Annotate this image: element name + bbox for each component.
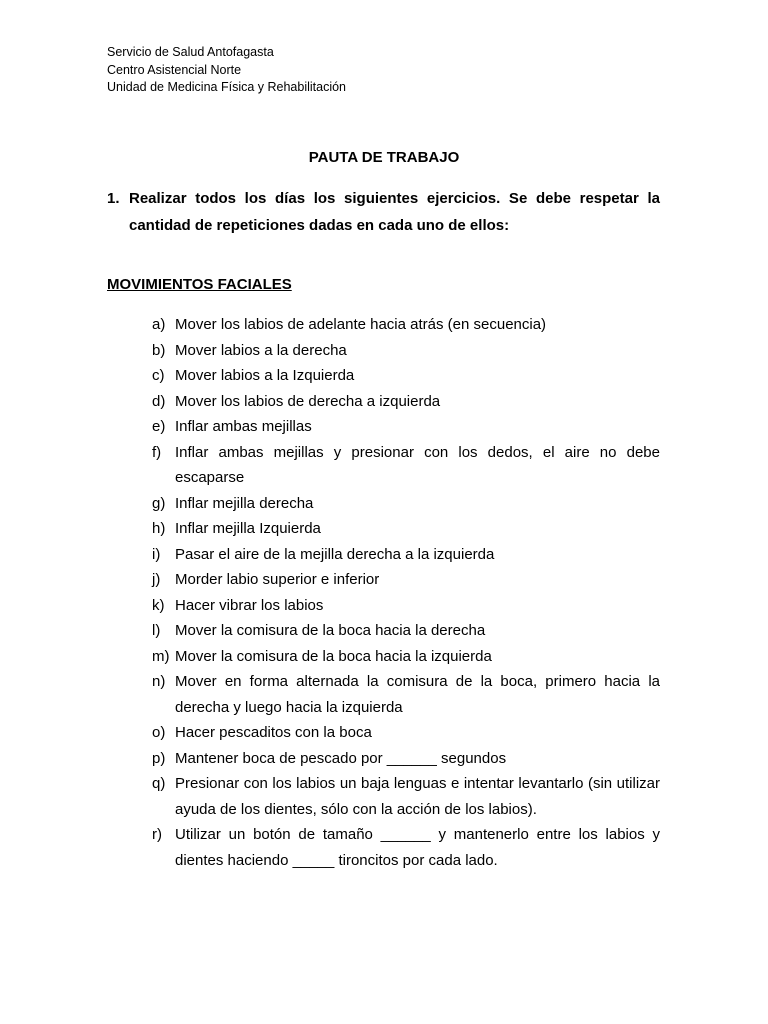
instruction-number: 1. <box>107 190 120 207</box>
item-text: Mover en forma alternada la comisura de la boca, primero hacia la derecha y luego hacia la izquierda <box>175 673 660 716</box>
item-marker: n) <box>152 673 166 690</box>
list-item <box>152 720 660 746</box>
list-item <box>152 618 660 644</box>
item-text: Inflar ambas mejillas y presionar con los dedos, el aire no debe escaparse <box>175 443 660 486</box>
list-item <box>152 363 660 389</box>
item-text: Mover los labios de adelante hacia atrás (en secuencia) <box>175 316 547 333</box>
header-line-center: Centro Asistencial Norte <box>107 62 242 77</box>
list-item <box>152 414 660 440</box>
item-text: Hacer pescaditos con la boca <box>175 724 372 741</box>
list-item <box>152 542 660 568</box>
document-title: PAUTA DE TRABAJO <box>308 149 460 166</box>
list-item <box>152 491 660 517</box>
item-text: Mover la comisura de la boca hacia la derecha <box>175 622 486 639</box>
institution-header <box>107 44 346 97</box>
item-marker: p) <box>152 749 166 767</box>
item-text: Presionar con los labios un baja lenguas e intentar levantarlo (sin utilizar ayuda de los dientes, sólo con la acción de los labios). <box>175 775 660 818</box>
item-marker: d) <box>152 392 166 410</box>
item-marker: q) <box>152 775 166 792</box>
item-text: Mover labios a la Izquierda <box>175 367 355 384</box>
item-marker: h) <box>152 520 166 537</box>
item-marker: m) <box>152 647 170 665</box>
list-item <box>152 669 660 720</box>
list-item <box>152 822 660 873</box>
item-marker: g) <box>152 494 166 512</box>
list-item <box>152 567 660 593</box>
list-item <box>152 771 660 822</box>
list-item <box>152 338 660 364</box>
list-item <box>152 389 660 415</box>
item-text: Mantener boca de pescado por ______ segundos <box>175 749 507 767</box>
item-marker: i) <box>152 545 161 563</box>
item-marker: k) <box>152 596 165 614</box>
list-item <box>152 593 660 619</box>
list-item <box>152 312 660 338</box>
item-marker: a) <box>152 316 166 333</box>
item-text: Pasar el aire de la mejilla derecha a la izquierda <box>175 545 495 563</box>
instruction-paragraph <box>107 185 660 239</box>
header-line-unit: Unidad de Medicina Física y Rehabilitación <box>107 80 347 94</box>
item-text: Hacer vibrar los labios <box>175 596 324 614</box>
item-marker: l) <box>152 622 161 639</box>
item-text: Inflar mejilla Izquierda <box>175 520 321 537</box>
list-item <box>152 516 660 542</box>
item-marker: o) <box>152 724 166 741</box>
item-marker: b) <box>152 341 166 359</box>
item-marker: c) <box>152 367 165 384</box>
item-marker: r) <box>152 826 162 843</box>
item-text: Inflar mejilla derecha <box>175 494 314 512</box>
section-title: MOVIMIENTOS FACIALES <box>107 276 292 293</box>
item-text: Utilizar un botón de tamaño ______ y mantenerlo entre los labios y dientes haciendo _____ tironcitos por cada lado. <box>175 826 660 869</box>
list-item <box>152 440 660 491</box>
item-text: Mover los labios de derecha a izquierda <box>175 392 441 410</box>
list-item <box>152 746 660 772</box>
item-marker: j) <box>152 571 161 588</box>
item-marker: e) <box>152 418 166 435</box>
item-text: Inflar ambas mejillas <box>175 418 312 435</box>
item-text: Morder labio superior e inferior <box>175 571 380 588</box>
item-text: Mover labios a la derecha <box>175 341 347 359</box>
instruction-text: Realizar todos los días los siguientes ejercicios. Se debe respetar la cantidad de repeticiones dadas en cada uno de ellos: <box>129 190 660 234</box>
list-item <box>152 644 660 670</box>
item-marker: f) <box>152 443 162 461</box>
header-line-service: Servicio de Salud Antofagasta <box>107 45 274 59</box>
exercise-list <box>152 312 660 873</box>
item-text: Mover la comisura de la boca hacia la izquierda <box>175 647 492 665</box>
